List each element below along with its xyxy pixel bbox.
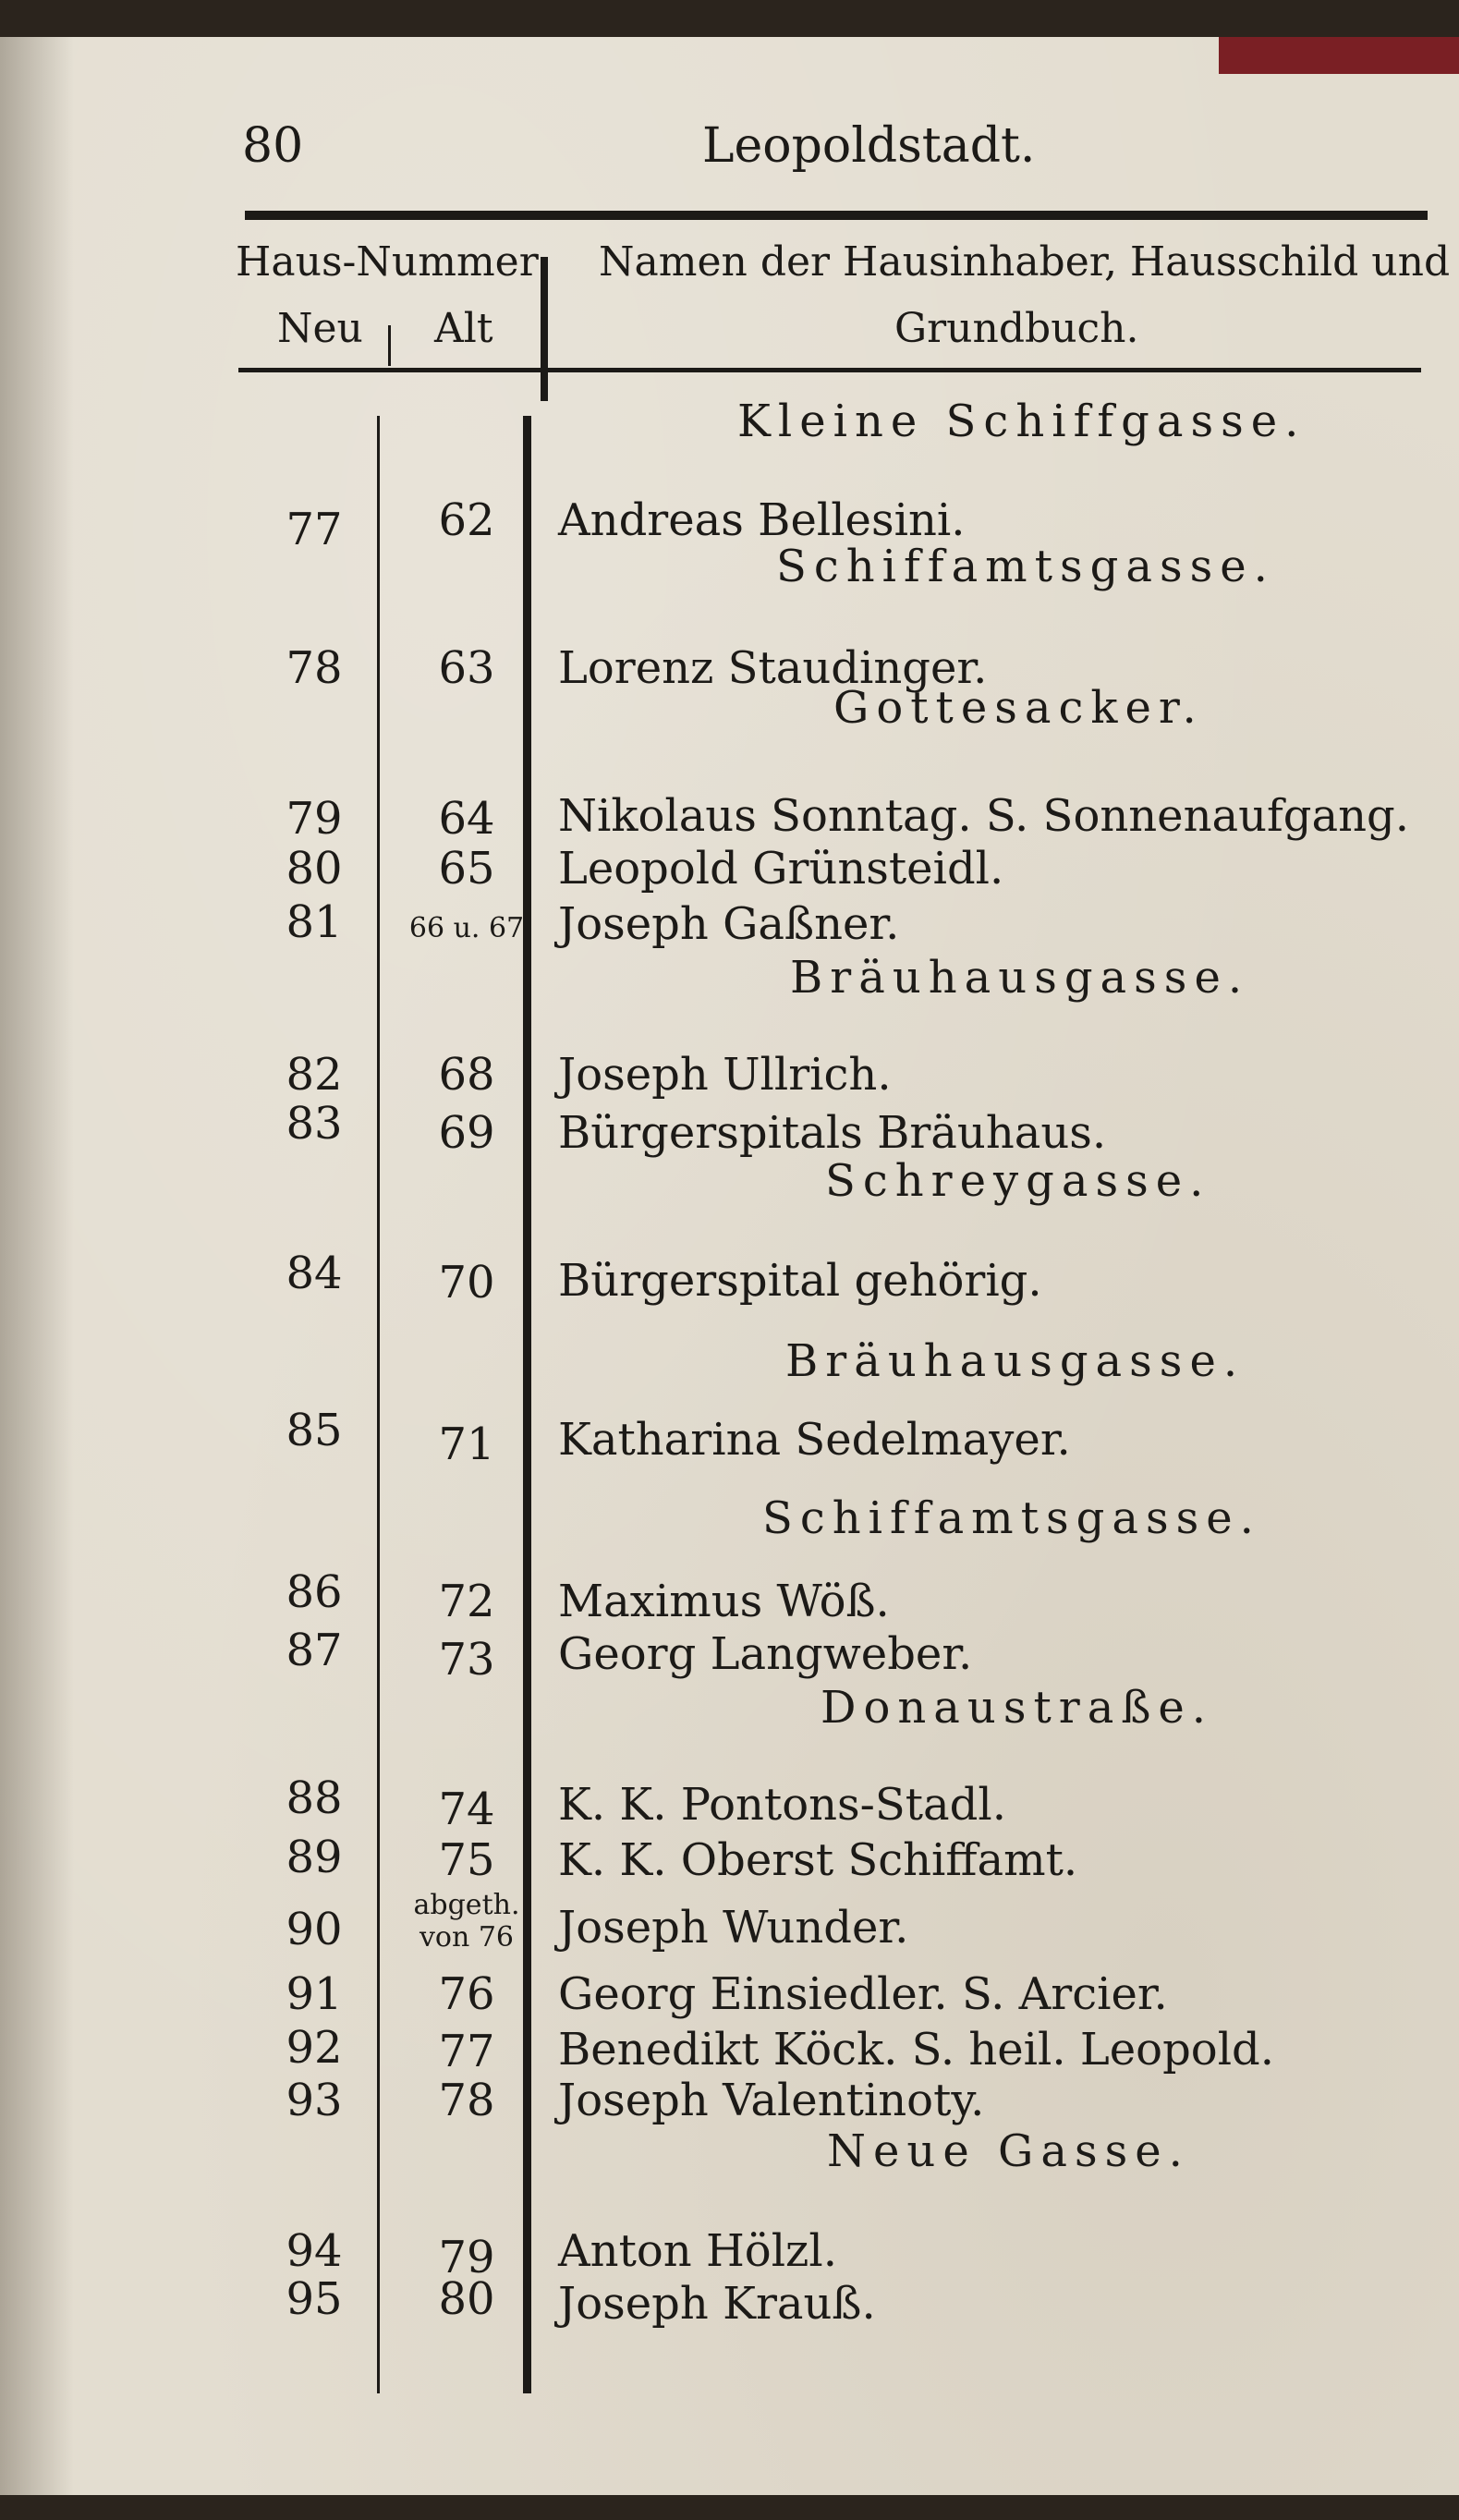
old-number: 72: [438, 1576, 495, 1627]
old-number: 66 u. 67: [408, 912, 525, 944]
new-number: 77: [286, 504, 343, 555]
owner-name: Joseph Wunder.: [558, 1902, 909, 1954]
new-number: 80: [286, 843, 343, 895]
street-heading: Schreygasse.: [825, 1155, 1211, 1207]
header-names-line1: Namen der Hausinhaber, Hausschild und: [599, 238, 1451, 286]
bookmark-strip: [1219, 37, 1459, 74]
street-heading: Donaustraße.: [821, 1682, 1214, 1734]
old-number: 64: [438, 793, 495, 845]
old-number-line1: abgeth.: [413, 1889, 520, 1921]
new-number: 91: [286, 1968, 343, 2020]
owner-name: Katharina Sedelmayer.: [558, 1414, 1071, 1466]
old-number: 80: [438, 2273, 495, 2325]
owner-name: Georg Einsiedler. S. Arcier.: [558, 1968, 1168, 2020]
owner-name: Benedikt Köck. S. heil. Leopold.: [558, 2024, 1275, 2076]
new-number: 92: [286, 2022, 343, 2074]
new-number: 78: [286, 642, 343, 694]
old-number: 74: [438, 1783, 495, 1835]
owner-name: Maximus Wöß.: [558, 1576, 890, 1627]
old-number: 76: [438, 1968, 495, 2020]
owner-name: Bürgerspital gehörig.: [558, 1255, 1042, 1307]
new-number: 93: [286, 2075, 343, 2126]
owner-name: Bürgerspitals Bräuhaus.: [558, 1107, 1107, 1159]
new-number: 95: [286, 2273, 343, 2325]
header-divider-thin: [388, 325, 391, 366]
new-number: 86: [286, 1566, 343, 1618]
new-number: 79: [286, 793, 343, 845]
owner-name: Joseph Ullrich.: [558, 1049, 892, 1101]
header-neu: Neu: [277, 305, 363, 352]
old-number: 78: [438, 2075, 495, 2126]
old-number: 73: [438, 1634, 495, 1686]
new-number: 90: [286, 1904, 343, 1955]
owner-name: Nikolaus Sonntag. S. Sonnenaufgang.: [558, 790, 1410, 842]
old-number: 68: [438, 1049, 495, 1101]
book-page: [0, 37, 1459, 2495]
top-rule: [245, 211, 1428, 220]
owner-name: Joseph Krauß.: [558, 2278, 876, 2330]
owner-name: Leopold Grünsteidl.: [558, 843, 1004, 895]
new-number: 88: [286, 1772, 343, 1824]
header-alt: Alt: [434, 305, 493, 352]
owner-name: Lorenz Staudinger.: [558, 642, 988, 694]
owner-name: Joseph Gaßner.: [558, 898, 900, 950]
old-number: 70: [438, 1257, 495, 1309]
street-heading: Schiffamtsgasse.: [762, 1492, 1261, 1544]
old-number: 65: [438, 843, 495, 895]
new-number: 81: [286, 896, 343, 948]
new-number: 82: [286, 1049, 343, 1101]
header-haus-nummer: Haus-Nummer: [236, 238, 539, 286]
old-number: 63: [438, 642, 495, 694]
street-heading: Gottesacker.: [833, 682, 1204, 734]
street-heading: Neue Gasse.: [827, 2125, 1190, 2177]
new-number: 83: [286, 1098, 343, 1150]
page-number: 80: [242, 118, 304, 174]
new-number: 85: [286, 1405, 343, 1456]
new-number: 94: [286, 2225, 343, 2277]
old-number: 69: [438, 1107, 495, 1159]
old-number: 77: [438, 2026, 495, 2077]
header-rule: [238, 368, 1421, 372]
street-heading: Bräuhausgasse.: [785, 1335, 1246, 1387]
new-number: 87: [286, 1625, 343, 1676]
street-heading: Schiffamtsgasse.: [776, 541, 1275, 592]
old-number: 75: [438, 1834, 495, 1886]
old-number: 71: [438, 1418, 495, 1470]
old-number-line2: von 76: [419, 1921, 515, 1954]
street-heading: Bräuhausgasse.: [790, 952, 1250, 1004]
header-divider-thick: [541, 257, 548, 401]
owner-name: Georg Langweber.: [558, 1628, 973, 1680]
page-binding-shadow: [0, 37, 74, 2495]
new-number: 89: [286, 1832, 343, 1883]
owner-name: Anton Hölzl.: [558, 2225, 837, 2277]
old-number: 79: [438, 2232, 495, 2283]
street-heading: Kleine Schiffgasse.: [737, 396, 1307, 447]
owner-name: K. K. Oberst Schiffamt.: [558, 1834, 1078, 1886]
owner-name: Joseph Valentinoty.: [558, 2075, 985, 2126]
new-number: 84: [286, 1248, 343, 1299]
owner-name: K. K. Pontons-Stadl.: [558, 1779, 1006, 1831]
header-names-line2: Grundbuch.: [894, 305, 1139, 352]
running-head: Leopoldstadt.: [702, 118, 1036, 174]
owner-name: Andreas Bellesini.: [558, 494, 966, 546]
old-number: 62: [438, 494, 495, 546]
